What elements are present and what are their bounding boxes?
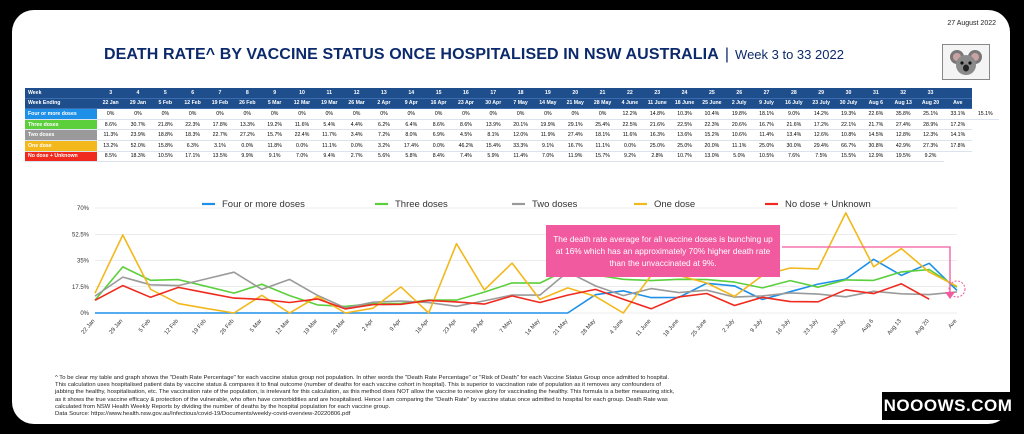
table-cell: 21 May <box>562 98 589 109</box>
table-cell: 14.8% <box>644 109 671 120</box>
table-cell: 0% <box>507 109 534 120</box>
table-cell: 8.4% <box>425 151 452 162</box>
table-cell: 16.7% <box>562 140 589 151</box>
table-cell: 27.2% <box>234 130 261 141</box>
table-cell: 23.9% <box>124 130 151 141</box>
legend-item-label: One dose <box>654 199 696 210</box>
table-cell: 5 <box>152 88 179 98</box>
table-cell: 5.0% <box>726 151 753 162</box>
table-cell: 11.6% <box>616 130 643 141</box>
x-tick-label: 29 Jan <box>108 318 125 336</box>
table-cell: 16 Apr <box>425 98 452 109</box>
table-cell: 22.6% <box>862 109 889 120</box>
x-tick-label: 19 Mar <box>302 318 319 337</box>
table-cell: 16.3% <box>644 130 671 141</box>
table-cell: 11.7% <box>316 130 343 141</box>
table-cell: 13 <box>370 88 397 98</box>
x-tick-label: 5 Feb <box>138 318 153 334</box>
x-tick-label: 23 July <box>803 318 820 337</box>
footnote-line: ^ To be clear my table and graph shows the "Death Rate Percentage" for each vaccine status group not population. In other words the "Death Rate Percentage" or "Risk of Death" for each Vaccine Status Group once admitted to hospital. <box>55 375 669 381</box>
table-cell: 11 June <box>644 98 671 109</box>
table-cell: 0.0% <box>425 140 452 151</box>
table-cell: 19 Mar <box>316 98 343 109</box>
table-cell: 10.5% <box>753 151 780 162</box>
table-cell: 21.7% <box>862 119 889 130</box>
legend-item-label: Two doses <box>532 199 578 210</box>
table-cell: 28 <box>780 88 807 98</box>
table-cell: 5.9% <box>480 151 507 162</box>
report-date: 27 August 2022 <box>947 20 996 27</box>
callout-box: The death rate average for all vaccine doses is bunching up at 16% which has an approximately 70% higher death rate than the unvaccinated at 9%. <box>546 225 780 277</box>
x-tick-label: 4 June <box>609 318 625 336</box>
table-cell: Aug 20 <box>917 98 944 109</box>
table-cell: 13.4% <box>780 130 807 141</box>
table-cell: 9.4% <box>316 151 343 162</box>
table-cell: 9.1% <box>261 151 288 162</box>
x-tick-label: 22 Jan <box>80 318 97 336</box>
table-cell: 18.3% <box>124 151 151 162</box>
table-cell: 29 Jan <box>124 98 151 109</box>
table-cell: 23 <box>644 88 671 98</box>
table-cell: 0% <box>589 109 616 120</box>
table-cell: 0% <box>452 109 479 120</box>
table-cell: 25 June <box>698 98 725 109</box>
x-tick-label: 5 Mar <box>249 318 264 334</box>
table-cell: 14.5% <box>862 130 889 141</box>
table-cell: 0% <box>398 109 425 120</box>
table-cell: 3 <box>97 88 124 98</box>
table-cell: 10.5% <box>152 151 179 162</box>
table-cell: 12.3% <box>917 130 944 141</box>
y-tick-label: 0% <box>80 311 89 317</box>
table-cell: 19.5% <box>890 151 917 162</box>
table-cell: 15.1% <box>972 109 1000 120</box>
table-cell: 42.9% <box>890 140 917 151</box>
table-cell: 13.6% <box>671 130 698 141</box>
x-tick-label: Aug 13 <box>886 318 903 337</box>
table-cell: 13.2% <box>97 140 124 151</box>
table-cell: 20 <box>562 88 589 98</box>
table-cell: 22.5% <box>616 119 643 130</box>
table-cell: 10.3% <box>671 109 698 120</box>
table-cell: 32 <box>890 88 917 98</box>
table-cell: 16.7% <box>753 119 780 130</box>
table-cell: 15.2% <box>698 130 725 141</box>
table-cell: 12 <box>343 88 370 98</box>
table-cell: 8.1% <box>480 130 507 141</box>
table-cell: 13.9% <box>480 119 507 130</box>
table-cell: 0% <box>97 109 124 120</box>
table-cell: 0% <box>534 109 561 120</box>
table-cell: 2.7% <box>343 151 370 162</box>
table-cell: 20.6% <box>726 119 753 130</box>
x-tick-label: 19 Feb <box>191 318 208 337</box>
table-cell: 15.7% <box>261 130 288 141</box>
table-cell: 19 Feb <box>206 98 233 109</box>
table-cell: 0% <box>316 109 343 120</box>
table-cell: 14 May <box>534 98 561 109</box>
x-tick-label: 7 May <box>498 318 514 335</box>
table-cell: 2 Apr <box>370 98 397 109</box>
table-cell: 30 <box>835 88 862 98</box>
table-cell: 5 Feb <box>152 98 179 109</box>
table-cell: 6.2% <box>370 119 397 130</box>
table-cell: 22.3% <box>698 119 725 130</box>
table-cell: 10.7% <box>671 151 698 162</box>
footnote-line: jabbing the healthy, hospitalisation, etc. The vaccination rate of the population, is irrelevant for this calculation, as this method does NOT allow the vaccine to receive glory for vaccinating the healthy. This formula is a better measuring stick, <box>55 389 675 396</box>
table-cell: 5.4% <box>316 119 343 130</box>
x-tick-label: 9 July <box>749 318 764 334</box>
table-cell: 18.3% <box>179 130 206 141</box>
table-cell: 0% <box>179 109 206 120</box>
table-cell: 0% <box>206 109 233 120</box>
x-tick-label: 12 Mar <box>274 318 292 337</box>
table-cell: 15.7% <box>589 151 616 162</box>
table-cell: 10.4% <box>698 109 725 120</box>
table-cell: 8.5% <box>97 151 124 162</box>
footnote-line: as it shows the true vaccine efficacy & protection of the vulnerable, who often have comorbidities and are hospitalised. Hence I am comparing the "Death Rate" by vaccine status once admitted to hospital for each group. Death Rate was <box>55 396 668 403</box>
table-cell: 16 July <box>780 98 807 109</box>
table-cell: 25.4% <box>589 119 616 130</box>
table-cell: 0% <box>261 109 288 120</box>
table-cell: 25.0% <box>644 140 671 151</box>
table-cell: 11.9% <box>534 130 561 141</box>
x-tick-label: 25 June <box>690 318 709 339</box>
x-tick-label: 21 May <box>552 318 570 337</box>
table-cell: 25.0% <box>753 140 780 151</box>
table-row-label: Week <box>25 88 97 98</box>
table-cell: 7.4% <box>452 151 479 162</box>
table-cell: 12.0% <box>507 130 534 141</box>
table-cell: 0.0% <box>343 140 370 151</box>
table-cell: 22.4% <box>288 130 315 141</box>
table-cell: Aug 6 <box>862 98 889 109</box>
legend-item-label: No dose + Unknown <box>785 199 871 210</box>
table-cell: 22.7% <box>206 130 233 141</box>
table-cell: 29 <box>808 88 835 98</box>
y-tick-label: 35% <box>76 258 89 265</box>
table-cell: 10.8% <box>835 130 862 141</box>
table-cell: 30.7% <box>124 119 151 130</box>
table-cell: 12 Mar <box>288 98 315 109</box>
table-cell: 8.0% <box>398 130 425 141</box>
table-cell: 16 <box>452 88 479 98</box>
table-cell: 14.1% <box>944 130 971 141</box>
table-cell: 0.0% <box>616 140 643 151</box>
table-cell: 29.4% <box>808 140 835 151</box>
table-cell: 5.6% <box>370 151 397 162</box>
table-cell: 7.2% <box>370 130 397 141</box>
table-cell: 9.1% <box>534 140 561 151</box>
footnote <box>55 375 825 418</box>
table-cell: 18.8% <box>152 130 179 141</box>
table-cell: 28.9% <box>917 119 944 130</box>
table-cell: 23 July <box>808 98 835 109</box>
legend-item-label: Three doses <box>395 199 448 210</box>
x-tick-label: Ave <box>947 318 959 330</box>
table-cell: 22 <box>616 88 643 98</box>
table-cell: 7 <box>206 88 233 98</box>
table-cell: 4.5% <box>452 130 479 141</box>
table-cell: 19.3% <box>835 109 862 120</box>
table-cell: 11.1% <box>316 140 343 151</box>
table-cell: 3.4% <box>343 130 370 141</box>
table-cell: 0.0% <box>288 140 315 151</box>
table-cell: 7.0% <box>534 151 561 162</box>
footnote-line: calculated from NSW Health Weekly Reports by dividing the number of deaths by the hospital population for each vaccine group. <box>55 403 391 410</box>
table-cell: 9.0% <box>780 109 807 120</box>
table-cell: Aug 13 <box>890 98 917 109</box>
table-row-label: One dose <box>25 140 97 151</box>
table-cell: 11.4% <box>753 130 780 141</box>
table-cell: 19.8% <box>726 109 753 120</box>
table-cell: 30.8% <box>862 140 889 151</box>
x-tick-label: 14 May <box>524 318 542 337</box>
table-cell: 6.9% <box>425 130 452 141</box>
table-cell: 11.4% <box>507 151 534 162</box>
table-cell: 15.5% <box>835 151 862 162</box>
table-cell: 0% <box>124 109 151 120</box>
x-tick-label: 9 Apr <box>389 318 403 333</box>
table-cell: 13.0% <box>698 151 725 162</box>
table-cell: 11.8% <box>261 140 288 151</box>
table-cell: 0% <box>343 109 370 120</box>
table-cell: 24 <box>671 88 698 98</box>
table-cell: 0% <box>234 109 261 120</box>
table-cell: 12.8% <box>890 130 917 141</box>
table-cell: 11.3% <box>97 130 124 141</box>
table-row-label: Two doses <box>25 130 97 141</box>
callout-arrow-head <box>945 292 955 299</box>
table-cell: 35.8% <box>890 109 917 120</box>
x-tick-label: 30 July <box>830 318 848 337</box>
legend-item-label: Four or more doses <box>222 199 305 210</box>
table-cell: 13.3% <box>234 119 261 130</box>
table-cell: 9.2% <box>616 151 643 162</box>
table-cell: 17 <box>480 88 507 98</box>
table-cell: Ave <box>944 98 971 109</box>
table-cell: 12.2% <box>616 109 643 120</box>
title-main: DEATH RATE^ BY VACCINE STATUS ONCE HOSPITALISED IN NSW AUSTRALIA <box>104 46 719 63</box>
table-cell: 18.1% <box>753 109 780 120</box>
footnote-line: Data Source: https://www.health.nsw.gov.au/Infectious/covid-19/Documents/weekly-covid-overview-20220806.pdf <box>55 411 351 418</box>
x-tick-label: 16 Apr <box>414 318 431 336</box>
table-cell: 0% <box>562 109 589 120</box>
table-cell: 6 <box>179 88 206 98</box>
table-cell: 20.1% <box>507 119 534 130</box>
table-cell: 19.2% <box>261 119 288 130</box>
series-line-two-doses <box>95 272 957 308</box>
table-cell: 7 May <box>507 98 534 109</box>
table-cell: 19.9% <box>534 119 561 130</box>
table-cell: 21.6% <box>780 119 807 130</box>
x-tick-label: 28 May <box>580 318 598 337</box>
table-row-label: Three doses <box>25 119 97 130</box>
table-cell: 3.1% <box>206 140 233 151</box>
table-cell: 26 Feb <box>234 98 261 109</box>
table-cell: 21.6% <box>644 119 671 130</box>
table-cell: 5.8% <box>398 151 425 162</box>
title-separator: | <box>724 46 730 63</box>
line-chart <box>12 10 1010 424</box>
x-tick-label: 30 Apr <box>470 318 486 336</box>
table-cell: 33.1% <box>944 109 971 120</box>
table-cell: 66.7% <box>835 140 862 151</box>
x-tick-label: 2 July <box>721 318 737 334</box>
table-cell: 6.4% <box>398 119 425 130</box>
table-cell: 17.8% <box>944 140 971 151</box>
table-cell: 22.1% <box>835 119 862 130</box>
table-cell: 8 <box>234 88 261 98</box>
table-cell: 6.3% <box>179 140 206 151</box>
footnote-line: This calculation uses hospitalised patient data by vaccine status & compares it to final outcome (number of deaths for each vaccine cohort in hospital). This is superior to vaccination rate of population as it removes any confounders of <box>55 382 661 389</box>
table-cell: 11.6% <box>288 119 315 130</box>
table-cell: 11.1% <box>589 140 616 151</box>
x-tick-label: Aug 6 <box>860 318 876 334</box>
x-tick-label: Aug 20 <box>914 318 931 337</box>
table-cell: 11.9% <box>562 151 589 162</box>
table-row-label: No dose + Unknown <box>25 151 97 162</box>
table-cell: 17.8% <box>206 119 233 130</box>
table-cell: 11 <box>316 88 343 98</box>
table-cell: 2 July <box>726 98 753 109</box>
table-cell: 20.0% <box>698 140 725 151</box>
table-cell: 17.2% <box>808 119 835 130</box>
x-tick-label: 26 Feb <box>219 318 236 337</box>
table-cell: 7.6% <box>780 151 807 162</box>
table-cell: 17.2% <box>944 119 971 130</box>
table-cell: 23 Apr <box>452 98 479 109</box>
table-cell: 8.6% <box>97 119 124 130</box>
y-tick-label: 17.5% <box>71 284 89 291</box>
table-cell: 21.8% <box>152 119 179 130</box>
table-cell: 10 <box>288 88 315 98</box>
table-cell: 52.0% <box>124 140 151 151</box>
table-cell: 8.6% <box>425 119 452 130</box>
table-cell: 25.1% <box>917 109 944 120</box>
y-tick-label: 52.5% <box>71 232 89 239</box>
x-tick-label: 23 Apr <box>442 318 459 336</box>
table-cell: 27.3% <box>917 140 944 151</box>
table-cell: 15.8% <box>152 140 179 151</box>
table-cell: 19 <box>534 88 561 98</box>
table-cell: 12 Feb <box>179 98 206 109</box>
report-card <box>12 10 1010 424</box>
title-subtitle: Week 3 to 33 2022 <box>735 47 844 62</box>
table-cell: 22.5% <box>671 119 698 130</box>
table-cell: 15 <box>425 88 452 98</box>
table-cell: 17.4% <box>398 140 425 151</box>
table-cell: 4 June <box>616 98 643 109</box>
table-cell: 30 July <box>835 98 862 109</box>
table-cell: 33.3% <box>507 140 534 151</box>
table-row-label: Week Ending <box>25 98 97 109</box>
table-cell: 18 June <box>671 98 698 109</box>
table-cell: 31 <box>862 88 889 98</box>
table-cell: 25.0% <box>671 140 698 151</box>
table-cell: 9 July <box>753 98 780 109</box>
table-cell: 33 <box>917 88 944 98</box>
table-cell: 12.6% <box>808 130 835 141</box>
x-tick-label: 12 Feb <box>163 318 180 337</box>
table-cell: 9.2% <box>917 151 944 162</box>
x-tick-label: 2 Apr <box>361 318 375 333</box>
table-cell: 9.9% <box>234 151 261 162</box>
series-line-four-or-more-doses <box>95 259 957 313</box>
table-cell: 27 <box>753 88 780 98</box>
table-cell: 12.9% <box>862 151 889 162</box>
table-cell: 26 Mar <box>343 98 370 109</box>
table-cell: 25 <box>698 88 725 98</box>
table-cell: 17.1% <box>179 151 206 162</box>
table-cell: 11.1% <box>726 140 753 151</box>
table-cell: 22.3% <box>179 119 206 130</box>
table-cell: 18.1% <box>589 130 616 141</box>
table-cell: 15.4% <box>480 140 507 151</box>
table-cell: 21 <box>589 88 616 98</box>
table-cell: 14.2% <box>808 109 835 120</box>
table-cell: 14 <box>398 88 425 98</box>
table-cell: 0.0% <box>234 140 261 151</box>
y-tick-label: 70% <box>76 206 89 212</box>
x-tick-label: 11 June <box>635 318 653 338</box>
brand-watermark: NOOOWS.COM <box>882 392 1014 420</box>
table-cell: 27.4% <box>890 119 917 130</box>
table-cell: 0% <box>370 109 397 120</box>
table-cell: 27.4% <box>562 130 589 141</box>
table-cell: 3.2% <box>370 140 397 151</box>
x-tick-label: 18 June <box>662 318 681 339</box>
table-cell: 5 Mar <box>261 98 288 109</box>
table-row-label: Four or more doses <box>25 109 97 120</box>
table-cell: 18 <box>507 88 534 98</box>
table-cell: 46.2% <box>452 140 479 151</box>
table-cell: 13.5% <box>206 151 233 162</box>
table-cell: 7.5% <box>808 151 835 162</box>
table-cell: 2.8% <box>644 151 671 162</box>
table-cell: 22 Jan <box>97 98 124 109</box>
table-cell: 0% <box>288 109 315 120</box>
table-cell: 4.4% <box>343 119 370 130</box>
table-cell: 9 <box>261 88 288 98</box>
table-cell: 26 <box>726 88 753 98</box>
table-cell: 0% <box>425 109 452 120</box>
table-cell: 9 Apr <box>398 98 425 109</box>
table-cell: 7.0% <box>288 151 315 162</box>
table-cell: 28 May <box>589 98 616 109</box>
table-cell: 0% <box>480 109 507 120</box>
x-tick-label: 26 Mar <box>330 318 347 337</box>
table-cell: 10.6% <box>726 130 753 141</box>
x-tick-label: 16 July <box>775 318 792 337</box>
table-cell: 30 Apr <box>480 98 507 109</box>
table-cell: 4 <box>124 88 151 98</box>
table-cell: 29.1% <box>562 119 589 130</box>
table-cell: 8.6% <box>452 119 479 130</box>
table-cell: 0% <box>152 109 179 120</box>
table-cell: 30.0% <box>780 140 807 151</box>
